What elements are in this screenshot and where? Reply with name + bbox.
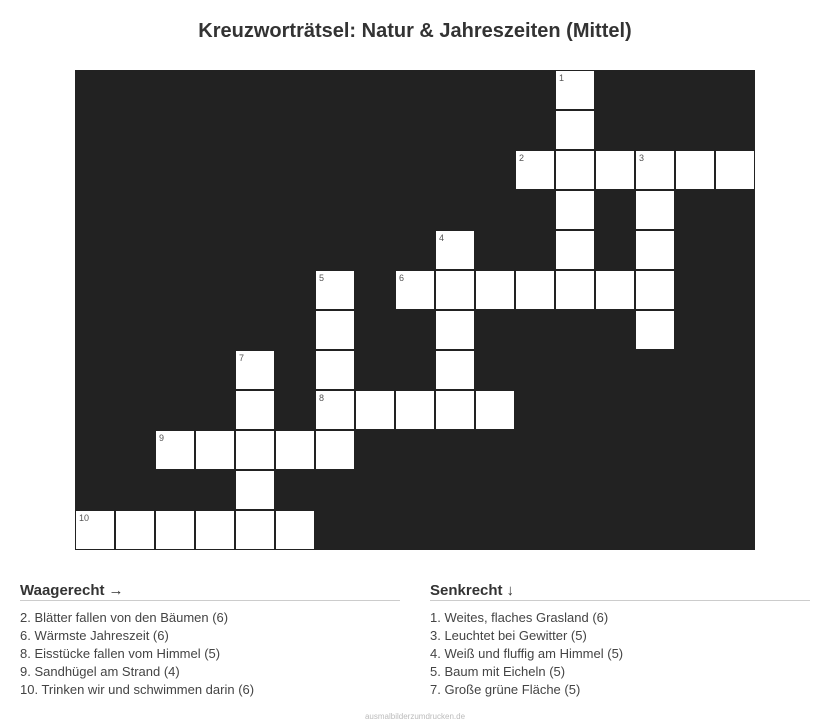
cell-number: 6 xyxy=(399,273,405,283)
across-heading xyxy=(20,582,400,601)
crossword-cell[interactable] xyxy=(395,390,435,430)
footer-watermark: ausmalbilderzumdrucken.de xyxy=(364,712,466,721)
clue-item: 7. Große grüne Fläche (5) xyxy=(430,682,581,697)
crossword-cell[interactable] xyxy=(635,230,675,270)
crossword-cell[interactable] xyxy=(715,150,755,190)
down-heading-label: Senkrecht xyxy=(430,582,503,599)
clue-item: 8. Eisstücke fallen vom Himmel (5) xyxy=(20,646,221,661)
down-clue-list xyxy=(430,609,810,699)
crossword-cell[interactable] xyxy=(555,270,595,310)
crossword-cell[interactable] xyxy=(435,390,475,430)
crossword-cell[interactable] xyxy=(195,430,235,470)
down-clues-section xyxy=(430,582,810,699)
crossword-cell[interactable] xyxy=(275,510,315,550)
clue-item: 6. Wärmste Jahreszeit (6) xyxy=(20,628,169,643)
across-heading-label: Waagerecht xyxy=(20,582,105,599)
cell-number: 2 xyxy=(519,153,525,163)
crossword-cell[interactable] xyxy=(635,310,675,350)
crossword-cell[interactable] xyxy=(355,390,395,430)
crossword-cell[interactable] xyxy=(235,430,275,470)
crossword-cell[interactable] xyxy=(315,430,355,470)
cell-number: 3 xyxy=(639,153,645,163)
crossword-cell[interactable] xyxy=(555,150,595,190)
page-title: Kreuzworträtsel: Natur & Jahreszeiten (Mittel) xyxy=(198,20,632,42)
down-arrow-icon: ↓ xyxy=(506,582,515,599)
crossword-cell[interactable] xyxy=(155,430,195,470)
crossword-grid xyxy=(75,70,755,550)
across-clues-section xyxy=(20,582,400,699)
crossword-cell[interactable] xyxy=(235,510,275,550)
clue-item: 2. Blätter fallen von den Bäumen (6) xyxy=(20,610,229,625)
crossword-cell[interactable] xyxy=(435,230,475,270)
clue-item: 10. Trinken wir und schwimmen darin (6) xyxy=(20,682,255,697)
cell-number: 1 xyxy=(559,73,565,83)
right-arrow-icon: → xyxy=(108,582,124,599)
crossword-cell[interactable] xyxy=(315,390,355,430)
crossword-cell[interactable] xyxy=(555,190,595,230)
cell-number: 8 xyxy=(319,393,325,403)
crossword-cell[interactable] xyxy=(195,510,235,550)
crossword-cell[interactable] xyxy=(315,270,355,310)
crossword-cell[interactable] xyxy=(675,150,715,190)
crossword-cell[interactable] xyxy=(635,270,675,310)
clue-item: 9. Sandhügel am Strand (4) xyxy=(20,664,180,679)
clue-item: 5. Baum mit Eicheln (5) xyxy=(430,664,566,679)
crossword-cell[interactable] xyxy=(635,190,675,230)
clue-item: 4. Weiß und fluffig am Himmel (5) xyxy=(430,646,624,661)
crossword-cell[interactable] xyxy=(275,430,315,470)
clue-item: 3. Leuchtet bei Gewitter (5) xyxy=(430,628,587,643)
crossword-cell[interactable] xyxy=(555,110,595,150)
crossword-cell[interactable] xyxy=(435,350,475,390)
across-clue-list xyxy=(20,609,400,699)
cell-number: 7 xyxy=(239,353,245,363)
crossword-cell[interactable] xyxy=(475,270,515,310)
crossword-cell[interactable] xyxy=(315,310,355,350)
crossword-cell[interactable] xyxy=(235,470,275,510)
crossword-cell[interactable] xyxy=(155,510,195,550)
crossword-cell[interactable] xyxy=(595,150,635,190)
crossword-cell[interactable] xyxy=(555,230,595,270)
crossword-cell[interactable] xyxy=(515,270,555,310)
down-heading xyxy=(430,582,810,601)
cell-number: 5 xyxy=(319,273,325,283)
crossword-cell[interactable] xyxy=(235,350,275,390)
crossword-cell[interactable] xyxy=(115,510,155,550)
cell-number: 9 xyxy=(159,433,165,443)
crossword-cell[interactable] xyxy=(515,150,555,190)
crossword-cell[interactable] xyxy=(435,310,475,350)
crossword-cell[interactable] xyxy=(475,390,515,430)
cell-number: 4 xyxy=(439,233,445,243)
crossword-cell[interactable] xyxy=(555,70,595,110)
crossword-cell[interactable] xyxy=(235,390,275,430)
crossword-cell[interactable] xyxy=(315,350,355,390)
crossword-cell[interactable] xyxy=(395,270,435,310)
crossword-cell[interactable] xyxy=(75,510,115,550)
crossword-cell[interactable] xyxy=(635,150,675,190)
crossword-cell[interactable] xyxy=(595,270,635,310)
cell-number: 10 xyxy=(79,513,90,523)
crossword-cell[interactable] xyxy=(435,270,475,310)
clue-item: 1. Weites, flaches Grasland (6) xyxy=(430,610,609,625)
